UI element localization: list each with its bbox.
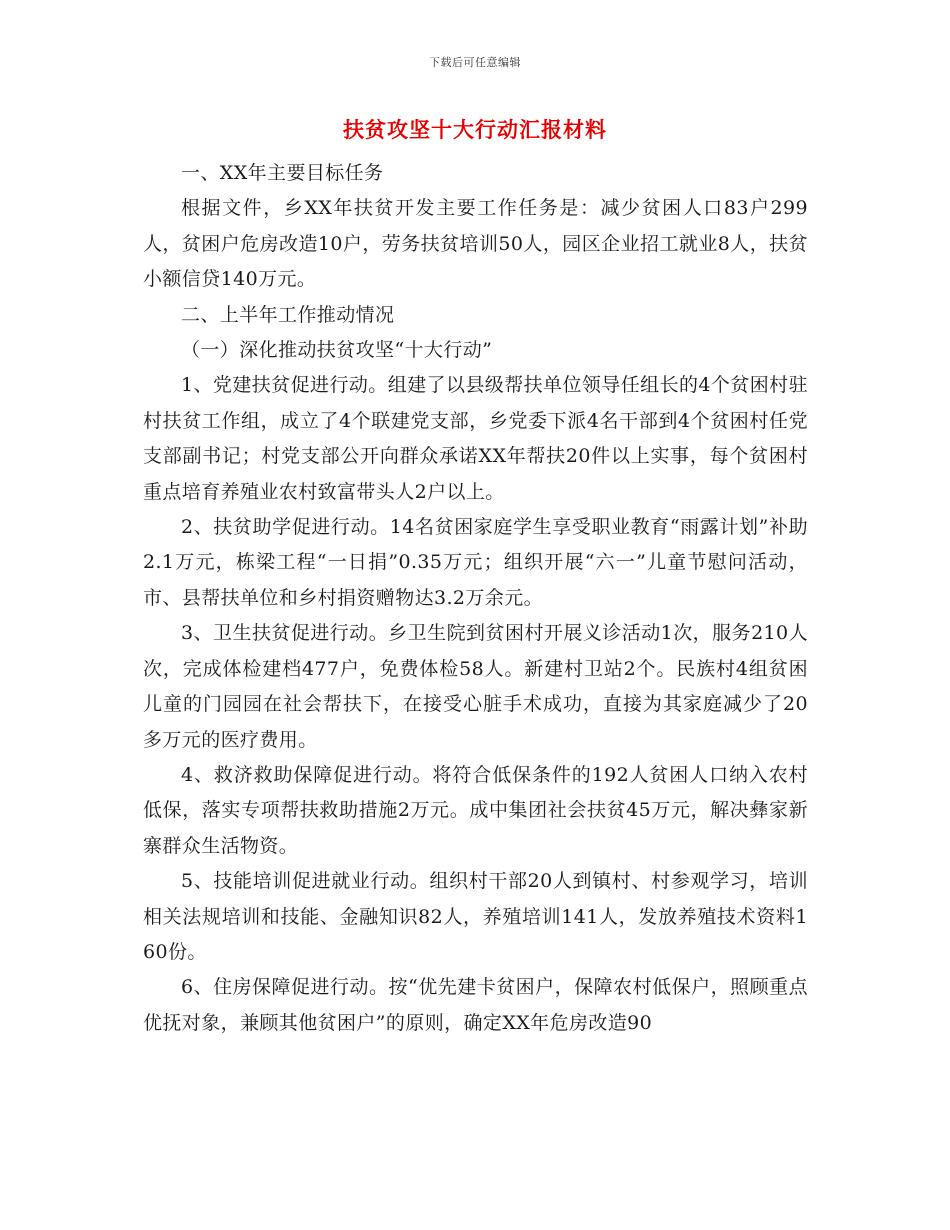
section-heading-1: 一、XX年主要目标任务 (181, 162, 384, 184)
paragraph: 4、救济救助保障促进行动。将符合低保条件的192人贫困人口纳入农村低保，落实专项帮扶救助措施2万元。成中集团社会扶贫45万元，解决彝家新寨群众生活物资。 (143, 763, 808, 857)
paragraph: 2、扶贫助学促进行动。14名贫困家庭学生享受职业教育“雨露计划”补助2.1万元，栋梁工程“一日捐”0.35万元；组织开展“六一”儿童节慰问活动，市、县帮扶单位和乡村捐资赠物达3.2万余元。 (143, 516, 808, 609)
subsection-heading: （一）深化推动扶贫攻坚“十大行动” (181, 339, 493, 362)
header-note: 下载后可任意编辑 (429, 56, 521, 69)
section-heading-2: 二、上半年工作推动情况 (181, 303, 395, 326)
paragraph: 5、技能培训促进就业行动。组织村干部20人到镇村、村参观学习，培训相关法规培训和技能、金融知识82人，养殖培训141人，发放养殖技术资料160份。 (143, 870, 808, 963)
paragraph: 1、党建扶贫促进行动。组建了以县级帮扶单位领导任组长的4个贫困村驻村扶贫工作组，成立了4个联建党支部，乡党委下派4名干部到4个贫困村任党支部副书记；村党支部公开向群众承诺XX年帮扶20件以上实事，每个贫困村重点培育养殖业农村致富带头人2户以上。 (143, 374, 808, 503)
document-body (143, 156, 808, 1041)
document-title: 扶贫攻坚十大行动汇报材料 (343, 117, 607, 142)
paragraph: 根据文件，乡XX年扶贫开发主要工作任务是：减少贫困人口83户299人，贫困户危房改造10户，劳务扶贫培训50人，园区企业招工就业8人，扶贫小额信贷140万元。 (143, 197, 808, 291)
paragraph: 6、住房保障促进行动。按“优先建卡贫困户，保障农村低保户，照顾重点优抚对象，兼顾其他贫困户”的原则，确定XX年危房改造90 (143, 976, 808, 1034)
paragraph: 3、卫生扶贫促进行动。乡卫生院到贫困村开展义诊活动1次，服务210人次，完成体检建档477户，免费体检58人。新建村卫站2个。民族村4组贫困儿童的门园园在社会帮扶下，在接受心脏手术成功，直接为其家庭减少了20多万元的医疗费用。 (143, 622, 808, 751)
